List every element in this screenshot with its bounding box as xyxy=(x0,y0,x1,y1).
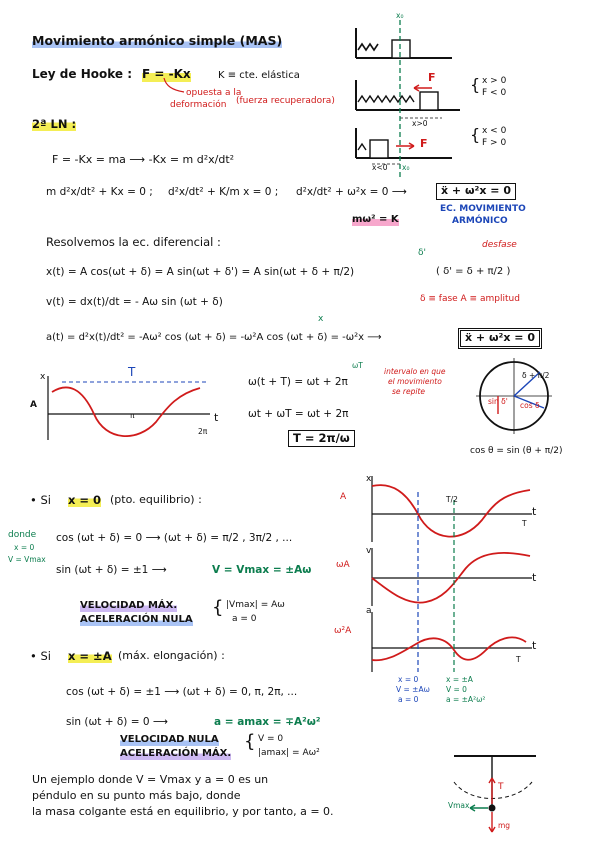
interval-note2: el movimiento xyxy=(388,377,442,386)
acceleration-null-label: ACELERACIÓN NULA xyxy=(80,614,193,625)
case0-condition: x = 0 xyxy=(68,493,102,507)
circle-cos-label: cos δ xyxy=(520,401,540,410)
blue-note-v: V = ±Aω xyxy=(396,685,430,694)
newton-label: 2ª LN : xyxy=(32,117,77,131)
wT-label: ωT xyxy=(352,361,363,370)
period-amplitude: A xyxy=(30,400,37,410)
hooke-arrow xyxy=(160,76,190,96)
circle-sin-label: sin δ' xyxy=(488,397,508,406)
period-eq2: ωt + ωT = ωt + 2π xyxy=(248,408,349,420)
newton-eq2c: d²x/dt² + ω²x = 0 ⟶ xyxy=(296,186,407,198)
example-line2: péndulo en su punto más bajo, donde xyxy=(32,789,241,802)
graph-a-t-axis: t xyxy=(532,639,537,652)
case0-bullet: • Si xyxy=(30,493,51,507)
example-line3: la masa colgante está en equilibrio, y por tanto, a = 0. xyxy=(32,805,334,818)
v-of-t: v(t) = dx(t)/dt = - Aω sin (ωt + δ) xyxy=(46,296,223,308)
newton-eq1: F = -Kx = ma ⟶ -Kx = m d²x/dt² xyxy=(52,153,235,166)
graph-v-amplitude: ωA xyxy=(336,560,350,570)
green-note-v: V = 0 xyxy=(446,685,467,694)
ec-label-line2: ARMÓNICO xyxy=(452,216,508,226)
a-zero-equation: a = 0 xyxy=(232,614,257,624)
hooke-k-definition: K ≡ cte. elástica xyxy=(218,70,300,81)
hooke-label: Ley de Hooke : xyxy=(32,67,132,81)
graph-v-t-axis: t xyxy=(532,571,537,584)
period-formula-box: T = 2π/ω xyxy=(288,430,355,447)
amax-equation: |amax| = Aω² xyxy=(258,748,320,758)
acceleration-max-label: ACELERACIÓN MÁX. xyxy=(120,748,232,759)
hooke-note-line2: deformación xyxy=(170,100,227,110)
velocity-null-label: VELOCIDAD NULA xyxy=(120,734,219,745)
brace-1: { xyxy=(470,75,481,94)
unit-circle xyxy=(476,358,552,434)
newton-eq2b: d²x/dt² + K/m x = 0 ; xyxy=(168,186,279,198)
acceleration-equation-box: ẍ + ω²x = 0 xyxy=(458,328,542,349)
interval-note1: intervalo en que xyxy=(384,367,446,376)
case0-eq2: sin (ωt + δ) = ±1 ⟶ xyxy=(56,564,167,576)
interval-note3: se repite xyxy=(392,387,426,396)
spring-diagram xyxy=(352,10,472,180)
brace-3: { xyxy=(212,597,224,618)
case2-cond: x < 0 xyxy=(482,126,507,136)
donde-vmax: V = Vmax xyxy=(8,555,46,564)
pendulum-tension: T xyxy=(498,782,504,792)
period-eq1: ω(t + T) = ωt + 2π xyxy=(248,376,348,388)
graph-a-T-label: T xyxy=(516,655,521,664)
graph-a-label: a xyxy=(366,606,372,616)
caseA-bullet: • Si xyxy=(30,649,51,663)
graph-half-period: T/2 xyxy=(446,495,458,504)
case0-eq1: cos (ωt + δ) = 0 ⟶ (ωt + δ) = π/2 , 3π/2 , ... xyxy=(56,532,293,544)
period-graph xyxy=(38,372,218,444)
vmax-equation: |Vmax| = Aω xyxy=(226,600,285,610)
delta-relation: ( δ' = δ + π/2 ) xyxy=(436,266,511,277)
motion-equation-box: ẍ + ω²x = 0 xyxy=(436,183,516,200)
caseA-eq1: cos (ωt + δ) = ±1 ⟶ (ωt + δ) = 0, π, 2π, ... xyxy=(66,686,298,698)
dim-x-lt0: x<0 xyxy=(372,163,388,172)
case0-eq2-result: V = Vmax = ±Aω xyxy=(212,564,312,576)
period-2pi: 2π xyxy=(198,427,208,436)
delta-prime-label: δ' xyxy=(418,248,426,258)
force-label-2: F xyxy=(420,137,428,150)
pendulum-weight: mg xyxy=(498,821,511,830)
brace-2: { xyxy=(470,125,481,144)
x-of-t: x(t) = A cos(ωt + δ) = A sin(ωt + δ') = A sin(ωt + δ + π/2) xyxy=(46,266,355,278)
x0-bottom-label: x₀ xyxy=(402,163,410,172)
green-note-x: x = ±A xyxy=(446,675,473,684)
example-line1: Un ejemplo donde V = Vmax y a = 0 es un xyxy=(32,773,269,786)
case0-paren: (pto. equilibrio) : xyxy=(110,493,202,506)
case2-force: F > 0 xyxy=(482,138,507,148)
graph-x-amplitude: A xyxy=(340,492,347,502)
graph-x-t-axis: t xyxy=(532,505,537,518)
newton-eq2a: m d²x/dt² + Kx = 0 ; xyxy=(46,186,153,198)
blue-note-x: x = 0 xyxy=(398,675,419,684)
caseA-paren: (máx. elongación) : xyxy=(118,649,225,662)
period-T-label: T xyxy=(128,365,136,379)
force-label-1: F xyxy=(428,71,436,84)
graph-v-label: v xyxy=(366,546,372,556)
period-t-axis: t xyxy=(214,411,219,424)
ec-label-line1: EC. MOVIMIENTO xyxy=(440,204,526,214)
period-x-axis: x xyxy=(40,372,46,382)
graph-x-label: x xyxy=(366,474,372,484)
solve-heading: Resolvemos la ec. diferencial : xyxy=(46,235,221,249)
caseA-condition: x = ±A xyxy=(68,649,112,663)
donde-label: donde xyxy=(8,530,37,540)
donde-x0: x = 0 xyxy=(14,543,35,552)
brace-4: { xyxy=(244,731,256,752)
dim-x-gt0: x>0 xyxy=(412,119,428,128)
green-note-a: a = ±A²ω² xyxy=(446,695,486,704)
a-of-t: a(t) = d²x(t)/dt² = -Aω² cos (ωt + δ) = -ω²A cos (ωt + δ) = -ω²x ⟶ xyxy=(46,332,382,343)
case1-force: F < 0 xyxy=(482,88,507,98)
circle-angle-label: δ + π/2 xyxy=(522,371,550,380)
omega-definition: mω² = K xyxy=(352,214,399,225)
hooke-note-line1: opuesta a la xyxy=(186,88,242,98)
fase-definition: δ ≡ fase A ≡ amplitud xyxy=(420,294,520,304)
caseA-eq2-result: a = amax = ∓A²ω² xyxy=(214,716,321,728)
x0-top-label: x₀ xyxy=(396,11,404,20)
case1-cond: x > 0 xyxy=(482,76,507,86)
hooke-note-paren: (fuerza recuperadora) xyxy=(236,96,335,106)
hooke-law: F = -Kx xyxy=(142,67,191,81)
page-title: Movimiento armónico simple (MAS) xyxy=(32,33,283,48)
graph-a-amplitude: ω²A xyxy=(334,626,352,636)
period-pi: π xyxy=(130,411,135,420)
pendulum-vmax: Vmax xyxy=(448,801,470,810)
graph-x-T-label: T xyxy=(522,519,527,528)
desfase-label: desfase xyxy=(482,240,517,250)
caseA-eq2: sin (ωt + δ) = 0 ⟶ xyxy=(66,716,168,728)
cos-identity: cos θ = sin (θ + π/2) xyxy=(470,446,563,456)
x-over-brace: x xyxy=(318,314,324,324)
blue-note-a: a = 0 xyxy=(398,695,419,704)
velocity-max-label: VELOCIDAD MÁX. xyxy=(80,600,178,611)
v-zero-equation: V = 0 xyxy=(258,734,284,744)
